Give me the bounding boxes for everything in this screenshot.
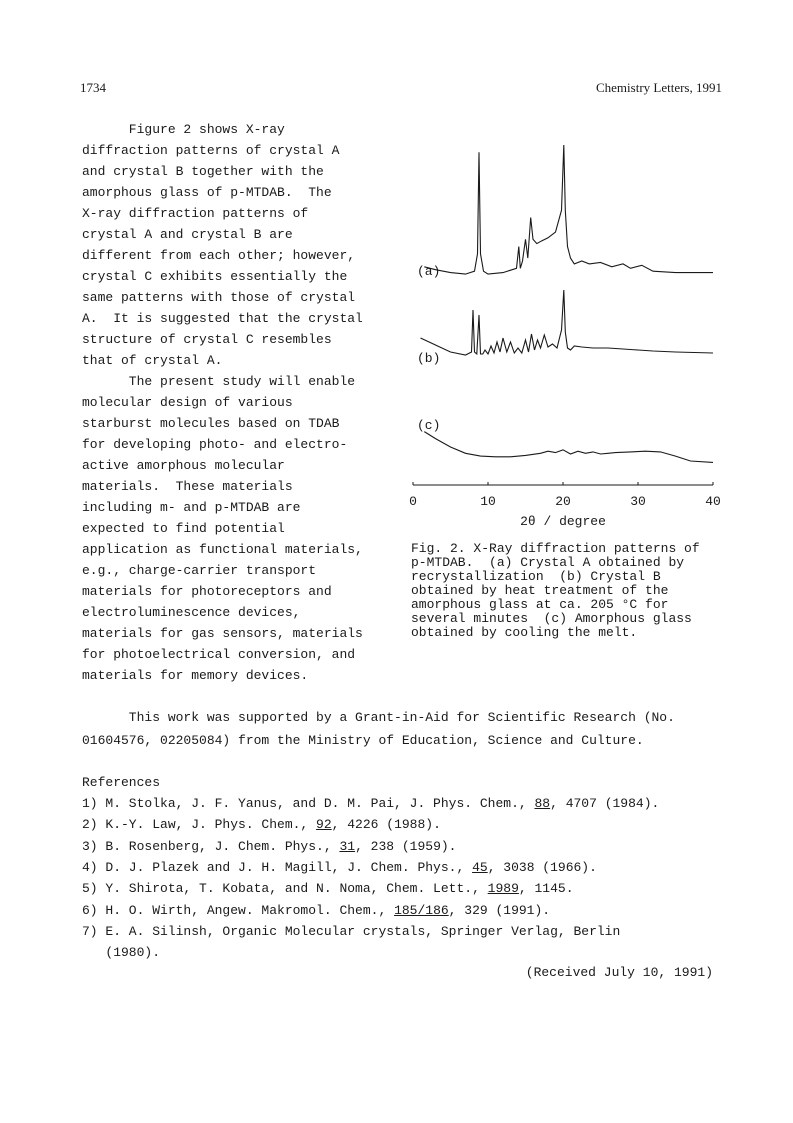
caption-line: amorphous glass at ca. 205 °C for bbox=[411, 597, 669, 612]
figure-caption bbox=[411, 542, 731, 640]
body-text-line: including m- and p-MTDAB are bbox=[82, 500, 301, 515]
reference-volume: 185/186 bbox=[394, 902, 449, 918]
reference-item bbox=[82, 839, 456, 854]
reference-text: , 3038 (1966). bbox=[487, 859, 597, 875]
journal-header: Chemistry Letters, 1991 bbox=[595, 80, 722, 95]
reference-text: , 1145. bbox=[518, 881, 574, 897]
reference-item bbox=[82, 881, 574, 896]
caption-line: recrystallization (b) Crystal B bbox=[411, 569, 661, 584]
acknowledgment-line: This work was supported by a Grant-in-Aid for Scientific Research (No. bbox=[82, 710, 675, 725]
reference-item bbox=[82, 924, 620, 939]
body-text-line: materials for memory devices. bbox=[82, 668, 309, 683]
body-text-line: starburst molecules based on TDAB bbox=[82, 416, 340, 431]
reference-item bbox=[82, 817, 441, 832]
x-tick-label: 0 bbox=[409, 494, 417, 509]
body-text-line: electroluminescence devices, bbox=[82, 605, 301, 620]
reference-text: 3) B. Rosenberg, J. Chem. Phys., bbox=[82, 838, 340, 854]
body-text-line: and crystal B together with the bbox=[82, 164, 324, 179]
body-text-line: crystal A and crystal B are bbox=[82, 227, 293, 242]
reference-text: , 329 (1991). bbox=[448, 902, 551, 918]
body-text-line: that of crystal A. bbox=[82, 353, 223, 368]
body-text-line: diffraction patterns of crystal A bbox=[82, 143, 340, 158]
caption-line: obtained by heat treatment of the bbox=[411, 583, 669, 598]
x-tick-label: 20 bbox=[555, 494, 571, 509]
body-text-line: expected to find potential bbox=[82, 521, 285, 536]
body-text-line: e.g., charge-carrier transport bbox=[82, 563, 317, 578]
references-heading: References bbox=[82, 775, 161, 790]
body-text-line: The present study will enable bbox=[82, 374, 356, 389]
reference-item bbox=[82, 796, 659, 811]
x-tick-label: 10 bbox=[480, 494, 496, 509]
xrd-plot bbox=[405, 140, 730, 540]
reference-text: 4) D. J. Plazek and J. H. Magill, J. Chem. Phys., bbox=[82, 859, 473, 875]
xrd-curve-c bbox=[424, 432, 713, 463]
xrd-curve-a bbox=[424, 145, 713, 274]
reference-text: 1) M. Stolka, J. F. Yanus, and D. M. Pai, J. Phys. Chem., bbox=[82, 796, 535, 811]
acknowledgment-line: 01604576, 02205084) from the Ministry of Education, Science and Culture. bbox=[82, 733, 644, 748]
body-text-line: active amorphous molecular bbox=[82, 458, 285, 473]
reference-text: , 4226 (1988). bbox=[331, 817, 441, 833]
body-text-line: application as functional materials, bbox=[82, 542, 363, 557]
body-text-line: Figure 2 shows X-ray bbox=[82, 122, 285, 137]
body-text-line: X-ray diffraction patterns of bbox=[82, 206, 309, 221]
caption-line: several minutes (c) Amorphous glass bbox=[411, 611, 692, 626]
reference-text: 5) Y. Shirota, T. Kobata, and N. Noma, Chem. Lett., bbox=[82, 881, 488, 897]
received-date: (Received July 10, 1991) bbox=[525, 965, 713, 980]
body-text-line: different from each other; however, bbox=[82, 248, 356, 263]
caption-line: Fig. 2. X-Ray diffraction patterns of bbox=[411, 541, 700, 556]
caption-line: obtained by cooling the melt. bbox=[411, 625, 638, 640]
body-text-line: A. It is suggested that the crystal bbox=[82, 311, 363, 326]
xrd-curve-b bbox=[421, 290, 714, 355]
body-text-line: for photoelectrical conversion, and bbox=[82, 647, 356, 662]
x-axis-label: 2θ / degree bbox=[520, 514, 606, 529]
reference-volume: 31 bbox=[339, 838, 356, 854]
curve-label: (c) bbox=[417, 418, 441, 433]
body-text-line: materials. These materials bbox=[82, 479, 293, 494]
reference-text: 7) E. A. Silinsh, Organic Molecular crystals, Springer Verlag, Berlin bbox=[82, 923, 621, 939]
x-tick-label: 40 bbox=[705, 494, 721, 509]
reference-item bbox=[82, 860, 597, 875]
body-text-line: for developing photo- and electro- bbox=[82, 437, 348, 452]
body-text-line: amorphous glass of p-MTDAB. The bbox=[82, 185, 332, 200]
body-text-line: molecular design of various bbox=[82, 395, 293, 410]
reference-text: 6) H. O. Wirth, Angew. Makromol. Chem., bbox=[82, 902, 395, 918]
body-text-line: materials for gas sensors, materials bbox=[82, 626, 363, 641]
x-tick-label: 30 bbox=[630, 494, 646, 509]
reference-text: , 4707 (1984). bbox=[550, 796, 660, 811]
xrd-figure bbox=[405, 140, 730, 540]
body-text-line: crystal C exhibits essentially the bbox=[82, 269, 348, 284]
reference-volume: 88 bbox=[534, 796, 551, 811]
reference-item bbox=[82, 903, 550, 918]
reference-text: , 238 (1959). bbox=[355, 838, 457, 854]
body-text-line: structure of crystal C resembles bbox=[82, 332, 332, 347]
reference-continuation: (1980). bbox=[82, 945, 161, 960]
reference-volume: 1989 bbox=[487, 881, 519, 897]
page-number: 1734 bbox=[80, 80, 106, 95]
curve-label: (b) bbox=[417, 351, 441, 366]
curve-label: (a) bbox=[417, 264, 441, 279]
reference-text: 2) K.-Y. Law, J. Phys. Chem., bbox=[82, 817, 317, 833]
reference-volume: 45 bbox=[472, 859, 488, 875]
body-text-line: materials for photoreceptors and bbox=[82, 584, 332, 599]
reference-volume: 92 bbox=[316, 817, 332, 833]
body-text-line: same patterns with those of crystal bbox=[82, 290, 356, 305]
caption-line: p-MTDAB. (a) Crystal A obtained by bbox=[411, 555, 685, 570]
